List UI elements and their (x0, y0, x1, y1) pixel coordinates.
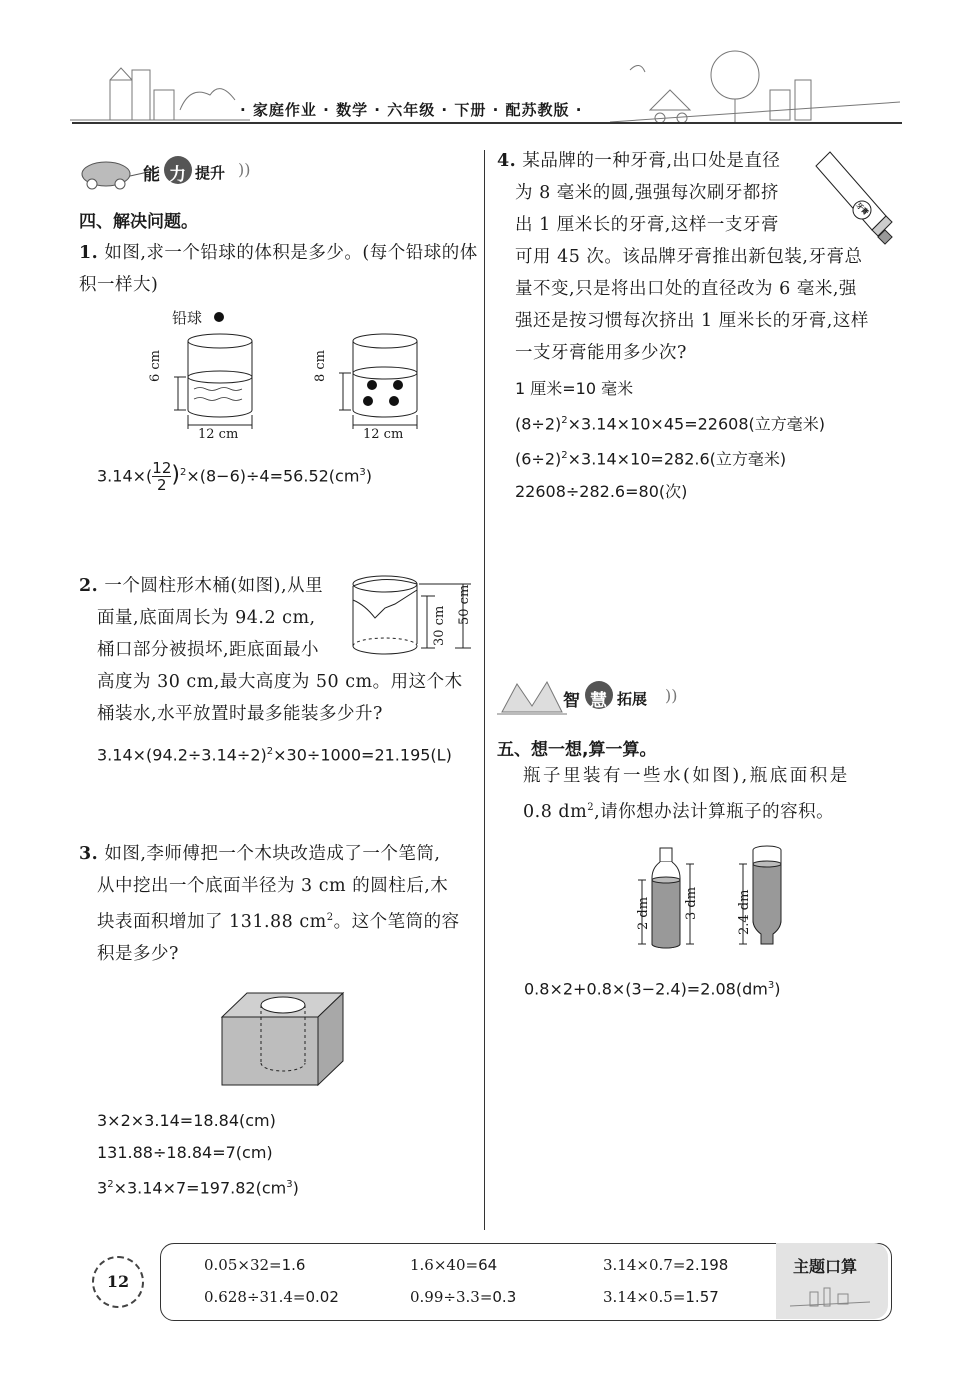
q1-text (79, 237, 479, 301)
topic-label: 主题口算 (793, 1257, 858, 1276)
q4-text: 4. 某品牌的一种牙膏,出口处是直径 为 8 毫米的圆,强强每次刷牙都挤 出 1 厘米长的牙膏,这样一支牙膏 可用 45 次。该品牌牙膏推出新包装,牙膏总 量不变,只是将出口处的直径改为 6 毫米,强 强还是按习惯每次挤出 1 厘米长的牙膏,这样 一支牙膏能用多少次? (497, 151, 869, 363)
q3-answer: 3×2×3.14=18.84(cm) 131.88÷18.84=7(cm) $3^2\times 3.14\times 7=197.82(cm^3)$ (97, 1111, 299, 1198)
calc-2: 1.6×40=64 (410, 1256, 498, 1274)
q2-text: 2. 一个圆柱形木桶(如图),从里 面量,底面周长为 94.2 cm, 桶口部分被损坏,距底面最小 高度为 30 cm,最大高度为 50 cm。用这个木 桶装水,水平放置时最多能装多少升? (79, 576, 463, 724)
q4-answer: 1 厘米=10 毫米 $(8\div 2)^2\times 3.14\times 10\times 45=22608$(立方毫米) $(6\div 2)^2\times 3.14\times 10=282.6$(立方毫米) 22608÷282.6=80(次) (515, 379, 825, 501)
banner2-decor: )) (665, 686, 678, 705)
header-rule (72, 122, 902, 124)
car-icon (78, 152, 153, 192)
banner-decor: )) (238, 160, 251, 179)
q1-figure (150, 305, 450, 450)
calc-3: 3.14×0.7=2.198 (603, 1256, 729, 1274)
calc-4: 0.628÷31.4=0.02 (204, 1288, 339, 1306)
calc-1: 0.05×32=1.6 (204, 1256, 306, 1274)
header-title: · 家庭作业 · 数学 · 六年级 · 下册 · 配苏教版 · (240, 101, 583, 119)
banner-char-1: 能 (143, 165, 160, 185)
q5-text: 瓶子里装有一些水(如图),瓶底面积是 0.8 $dm^2$,请你想办法计算瓶子的容积。 (523, 766, 850, 822)
q1-ball-label: 铅球 (172, 309, 203, 327)
q2-answer: $3.14\times(94.2\div 3.14\div 2)^2\times 30\div 1000=21.195(L)$ (97, 745, 452, 765)
q5-answer: $0.8\times 2+0.8\times(3-2.4)=2.08(dm^3)$ (524, 979, 781, 999)
q1-h1-label: 6 cm (148, 349, 163, 382)
q1-answer: 3.14×( $\frac{12}{2}$ )$^2\times(8-6)\div 4=56.52(cm^3)$ (97, 459, 373, 495)
page-number: 12 (92, 1256, 144, 1308)
q3-block-figure (215, 985, 350, 1090)
section-heading-5: 五、想一想,算一算。 (497, 740, 657, 760)
books-icon (497, 676, 567, 718)
q1-body: 如图,求一个铅球的体积是多少。(每个铅球的体积一样大) (79, 243, 478, 295)
q1-w1-label: 12 cm (198, 427, 239, 442)
banner2-char-1: 智 (563, 691, 580, 711)
banner-char-2: 力 (169, 165, 186, 185)
ability-banner (78, 152, 278, 192)
q3-text: 3. 如图,李师傅把一个木块改造成了一个笔筒, 从中挖出一个底面半径为 3 cm 的圆柱后,木 块表面积增加了 131.88 $cm^2$。这个笔筒的容 积是多少? (79, 844, 460, 964)
calc-6: 3.14×0.5=1.57 (603, 1288, 719, 1306)
column-divider (484, 150, 485, 1230)
skyline-icon (790, 1284, 870, 1308)
bottle-h3-label: 2.4 dm (737, 889, 752, 935)
section-heading-4: 四、解决问题。 (79, 212, 198, 232)
q2-h2-label: 50 cm (457, 584, 472, 625)
calc-5: 0.99÷3.3=0.3 (410, 1288, 517, 1306)
wisdom-banner (497, 676, 707, 718)
toothpaste-figure (808, 148, 898, 248)
q2-h1-label: 30 cm (432, 605, 447, 646)
banner2-char-3: 拓展 (617, 690, 648, 708)
bottles-figure (630, 840, 800, 960)
q1-w2-label: 12 cm (363, 427, 404, 442)
bottle-h2-label: 3 dm (684, 886, 699, 920)
banner-char-3: 提升 (195, 164, 226, 182)
bottle-h1-label: 2 dm (636, 896, 651, 930)
q1-number: 1. (79, 243, 99, 263)
q1-h2-label: 8 cm (313, 349, 328, 382)
banner2-char-2: 慧 (590, 691, 607, 711)
ball-icon (214, 312, 224, 322)
toothpaste-label: 牙膏 (854, 200, 871, 217)
